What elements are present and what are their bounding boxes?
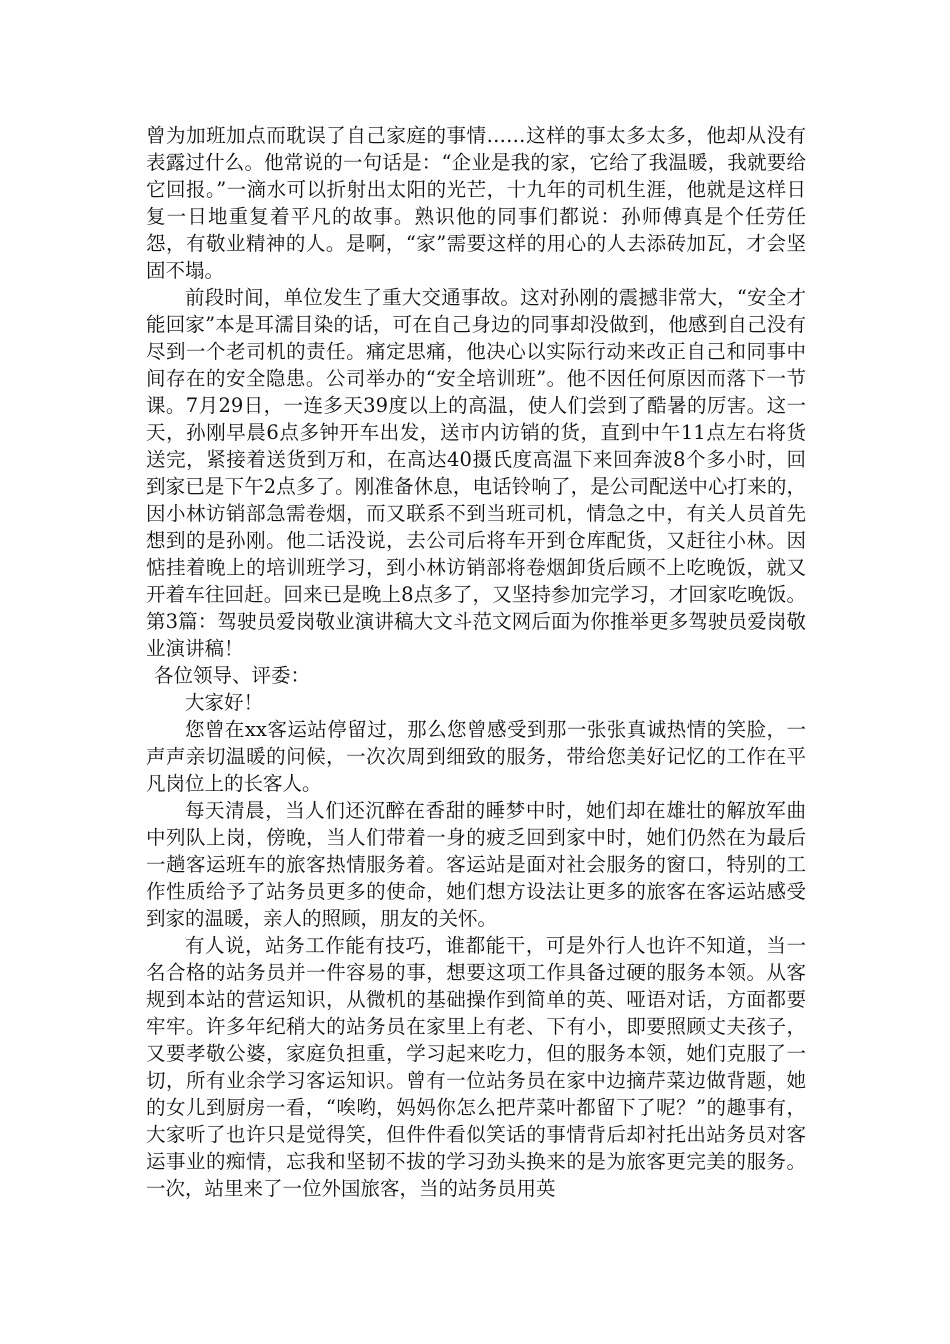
paragraph-1: 曾为加班加点而耽误了自己家庭的事情……这样的事太多太多，他却从没有表露过什么。他常说的一句话是：“企业是我的家，它给了我温暖，我就要给它回报。”一滴水可以折射出太阳的光芒，十九年的司机生涯，他就是这样日复一日地重复着平凡的故事。熟识他的同事们都说：孙师傅真是个任劳任怨，有敬业精神的人。是啊，“家”需要这样的用心的人去添砖加瓦，才会坚固不塌。 xyxy=(146,124,806,282)
paragraph-7: 有人说，站务工作能有技巧，谁都能干，可是外行人也许不知道，当一名合格的站务员并一件容易的事，想要这项工作具备过硬的服务本领。从客规到本站的营运知识，从微机的基础操作到简单的英、哑语对话，方面都要牢牢。许多年纪稍大的站务员在家里上有老、下有小，即要照顾丈夫孩子，又要孝敬公婆，家庭负担重，学习起来吃力，但的服务本领，她们克服了一切，所有业余学习客运知识。曾有一位站务员在家中边摘芹菜边做背题，她的女儿到厨房一看，“唉哟，妈妈你怎么把芹菜叶都留下了呢？”的趣事有，大家听了也许只是觉得笑，但件件看似笑话的事情背后却衬托出站务员对客运事业的痴情，忘我和坚韧不拔的学习劲头换来的是为旅客更完美的服务。一次，站里来了一位外国旅客，当的站务员用英 xyxy=(146,934,806,1200)
paragraph-5: 您曾在xx客运站停留过，那么您曾感受到那一张张真诚热情的笑脸，一声声亲切温暖的问候，一次次周到细致的服务，带给您美好记忆的工作在平凡岗位上的长客人。 xyxy=(146,718,806,795)
document-body xyxy=(146,122,806,1202)
paragraph-6: 每天清晨，当人们还沉醉在香甜的睡梦中时，她们却在雄壮的解放军曲中列队上岗，傍晚，当人们带着一身的疲乏回到家中时，她们仍然在为最后一趟客运班车的旅客热情服务着。客运站是面对社会服务的窗口，特别的工作性质给予了站务员更多的使命，她们想方设法让更多的旅客在客运站感受到家的温暖，亲人的照顾，朋友的关怀。 xyxy=(146,799,806,930)
paragraph-2: 前段时间，单位发生了重大交通事故。这对孙刚的震撼非常大，“安全才能回家”本是耳濡目染的话，可在自己身边的同事却没做到，他感到自己没有尽到一个老司机的责任。痛定思痛，他决心以实际行动来改正自己和同事中间存在的安全隐患。公司举办的“安全培训班”。他不因任何原因而落下一节课。7月29日，一连多天39度以上的高温，使人们尝到了酷暑的厉害。这一天，孙刚早晨6点多钟开车出发，送市内访销的货，直到中午11点左右将货送完，紧接着送货到万和，在高达40摄氏度高温下来回奔波8个多小时，回到家已是下午2点多了。刚准备休息，电话铃响了，是公司配送中心打来的，因小林访销部急需卷烟，而又联系不到当班司机，情急之中，有关人员首先想到的是孙刚。他二话没说，去公司后将车开到仓库配货，又赶往小林。因惦挂着晚上的培训班学习，到小林访销部将卷烟卸货后顾不上吃晚饭，就又开着车往回赶。回来已是晚上8点多了，又坚持参加完学习，才回家吃晚饭。第3篇：驾驶员爱岗敬业演讲稿大文斗范文网后面为你推举更多驾驶员爱岗敬业演讲稿！ xyxy=(146,286,806,660)
greeting: 大家好！ xyxy=(185,691,264,714)
salutation: 各位领导、评委： xyxy=(154,664,311,687)
